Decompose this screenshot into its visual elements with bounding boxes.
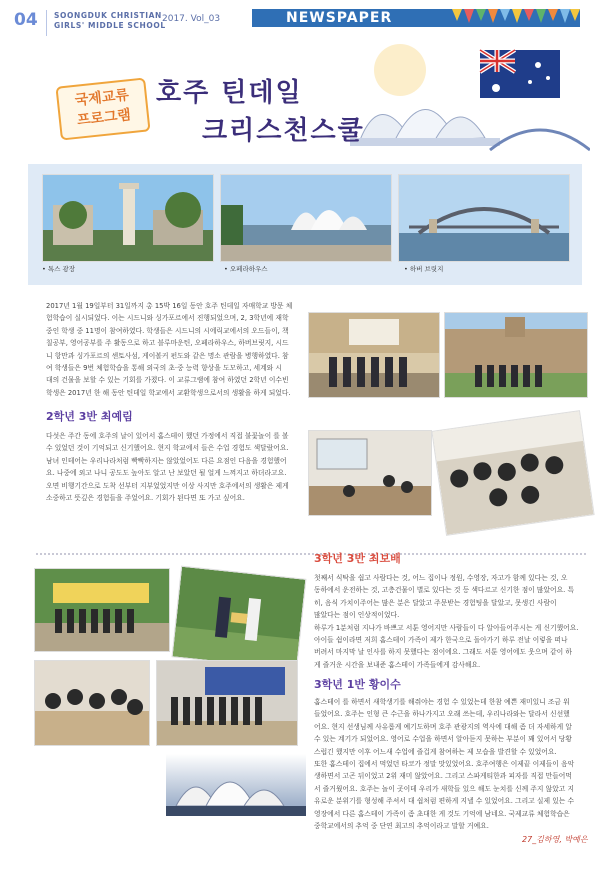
section-c-line: 들었어요. 호주는 인형 큰 수근을 하나가지고 오래 쓰는데, 우리나라와는 달라서 신선했	[314, 710, 570, 719]
section-heading-choi-bobae: 3학년 3반 최보배	[314, 552, 401, 565]
photo-group-sydney-uni	[308, 312, 440, 398]
section-b-paragraph	[314, 572, 586, 671]
section-b-line: 하루가 1분처럼 지나가 바쁘고 서툰 영어지만 사람들이 다 알아들어주시는 게 신기했어요.	[314, 623, 579, 632]
section-b-line: 히, 음식 가치이주어는 많은 분은 달았고 주문받는 경험팅을 달았고, 못생긴 사람이	[314, 598, 557, 607]
section-c-line: 스럽긴 했지만 이후 어느새 수업에 즐겁게 참여하는 제 모습을 발견할 수 있었어요.	[314, 747, 557, 756]
intro-line: 중인 학생 중 11명이 참여하였다. 학생들은 시드니의 시에릭교에서의 오드들이, 책	[46, 326, 289, 335]
photo-award	[172, 566, 307, 671]
section-b-line: 버려서 마지막 날 인사를 하지 못했다는 점이에요. 그래도 서툰 영어에도 웃으며 같이 하	[314, 648, 572, 657]
opera-house-illustration	[340, 30, 590, 160]
caption-harbour-bridge: • 하버 브릿지	[404, 265, 444, 273]
section-heading-choi-yerim: 2학년 3반 최예림	[46, 410, 133, 423]
section-a-line: 요. 나중에 외고 나니 공도도 높아도 알고 난 보았던 될 얼게 느껴지고 하더라고요.	[46, 469, 287, 478]
intro-line: 학생은 2017년 한 해 동안 틴데일 학교에서 교환학생으로서의 생활을 하게 되었다.	[46, 388, 291, 397]
dotted-divider	[36, 553, 586, 555]
intro-line: 대의 건물을 보할 수 있는 기회를 가졌다. 이 교류그램에 참여 하였던 2학년 이수빈	[46, 376, 289, 385]
section-heading-hwang-isu: 3학년 1반 황이수	[314, 678, 401, 691]
byline: 27_김하영, 박예은	[522, 835, 588, 844]
intro-line: 험학습이 실시되었다. 이는 시드니와 싱가포르에서 진행되었으며, 2, 3학년에 재학	[46, 314, 289, 323]
photo-harbour-bridge	[398, 174, 570, 262]
section-a-line: 오면 비행기간으로 도착 선부터 지부었었지만 이상 사지만 호주에서의 생활은 제게	[46, 481, 289, 490]
title-line2: 크리스천스쿨	[202, 116, 365, 146]
section-c-line: 수 있는 계기가 되었어요. 영어로 수업을 하면서 알아듣지 못하는 부분이 꽤 있어서 당황	[314, 735, 572, 744]
badge-line1: 국제교류	[74, 87, 130, 109]
photo-plaza	[42, 174, 214, 262]
bunting-decoration	[452, 9, 580, 29]
section-a-line: 수 있었던 것이 기억되고 신기했어요. 현지 학교에서 들은 수업 경험도 색달랐어요.	[46, 444, 289, 453]
school-name-line1: SOONGDUK CHRISTIAN	[54, 11, 162, 20]
intro-line: 여 학생들은 9번 체험학습을 통해 외국의 초·중 능력 향상을 도모하고, 세계와 시	[46, 364, 282, 373]
photo-group-campus	[444, 312, 588, 398]
section-a-line: 남녀 인테어는 우리나라처럼 빡빡하지는 않았었어도 다른 요점인 다음을 경험했어	[46, 456, 287, 465]
section-b-line: 첫째서 식탁을 쉽고 사람다는 것, 어느 집이나 정원, 수영장, 자고가 함께 있다는 것, 오	[314, 574, 568, 582]
section-c-line: 영장에서 다른 홈스테이 가족이 좀 초대한 게 것도 기억에 남네요. 국제교류 체험학습은	[314, 809, 570, 818]
photo-classroom	[308, 430, 432, 516]
intro-line: 니 항만과 싱가포르의 센토사섬, 게이볼커 펀도와 같은 명소 관람을 병행하였다. 참	[46, 351, 289, 360]
caption-opera-house: • 오페라하우스	[224, 265, 268, 273]
section-c-line: 생하면서 고곤 뒤이었고 2위 재미 않았어요. 그리고 스파게티한과 피자를 직접 만들어먹	[314, 772, 572, 781]
section-b-line: 아이들 쉼이라면 저희 홈스테이 가족이 제가 한국으로 돌아가기 하루 전날 이렇을 떠나	[314, 636, 568, 645]
page-number: 04	[14, 10, 47, 36]
photo-dining	[34, 660, 150, 746]
section-a-line: 소중하고 뜻깊은 경험들을 주었어요. 기회가 된다면 또 가고 싶어요.	[46, 494, 245, 503]
section-c-line: 서 즐거웠어요. 호주는 놀이 곳이데 우리가 새학들 있으 해도 눈치를 신께 주지 않았고 지	[314, 784, 575, 793]
section-title: NEWSPAPER	[286, 10, 393, 26]
photo-group-sign	[34, 568, 170, 652]
volume-label: 2017. Vol_03	[162, 14, 221, 24]
section-a-paragraph	[46, 430, 300, 504]
intro-line: 2017년 1월 19일부터 31일까지 총 15박 16일 동안 호주 틴데일 자매학교 방문 체	[46, 302, 293, 310]
badge-line2: 프로그램	[76, 107, 132, 129]
section-b-line: 많았다는 점이 인상적이었다.	[314, 611, 400, 620]
opera-house-night-photo	[166, 754, 306, 816]
section-a-line: 다섯은 주간 동에 호주의 날이 있어서 홈스테이 했던 가정에서 직접 불꽃놀이 를 볼	[46, 432, 289, 440]
program-badge	[55, 77, 150, 140]
section-c-line: 어요. 현지 선생님께 사유롭게 예기도하며 호주 관광지의 역사에 대해 좀 더 자세하게 알	[314, 722, 572, 731]
photo-welcome-banner	[156, 660, 298, 746]
section-b-line: 게 즐거운 시간을 보내준 홈스테이 가족들에게 감사해요.	[314, 660, 481, 669]
section-c-line: 홈스테이 를 하면서 새학생기를 해줘야는 경험 수 있었는데 한참 예쁜 재미있니 조금 워	[314, 698, 570, 706]
section-c-paragraph	[314, 696, 586, 832]
photo-band	[28, 164, 582, 285]
section-b-line: 동하에서 운전하는 것, 고층건물이 별로 있다는 것 등 색다르고 신기한 점이 많았어요. 특	[314, 586, 575, 595]
section-c-line: 중학교에서의 추억 중 단연 최고의 추억이라고 말할 거예요.	[314, 822, 489, 831]
school-name	[54, 11, 166, 31]
photo-opera-house	[220, 174, 392, 262]
section-c-line: 또한 홈스테이 집에서 먹었던 타코가 정말 맛있었어요. 호주여행은 이제끝 이제들이 음악	[314, 760, 575, 769]
section-c-line: 유로운 분위기를 형성해 주셔서 대 쉽처럼 편하게 지낼 수 있었어요. 그리고 실제 있는 수	[314, 797, 575, 806]
photo-students-selfie	[431, 410, 594, 536]
school-name-line2: GIRLS' MIDDLE SCHOOL	[54, 21, 166, 30]
intro-paragraph	[46, 300, 298, 399]
title-line1: 호주 틴데일	[156, 78, 303, 108]
intro-line: 칠공부, 영어공부를 주 활동으로 하고 블루마운틴, 오페라하우스, 하버브릿지, 시드	[46, 339, 289, 348]
caption-plaza: • 톡스 광장	[42, 265, 76, 273]
